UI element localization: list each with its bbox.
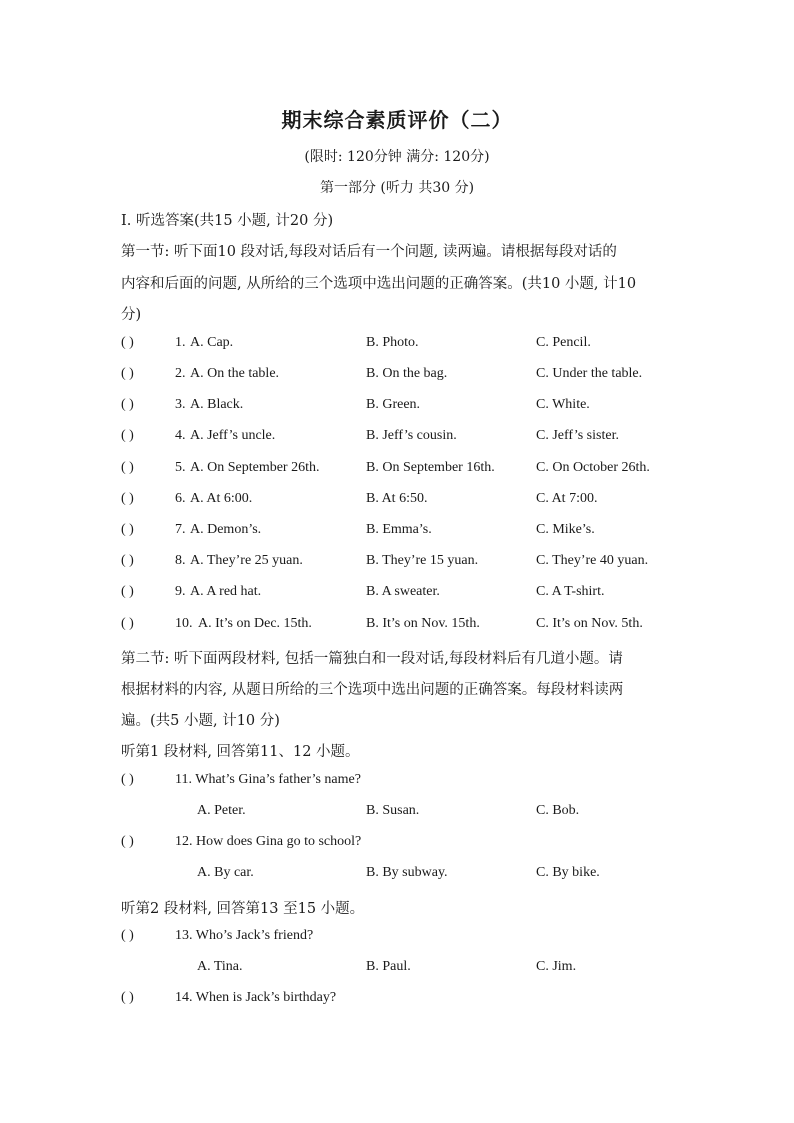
section2-intro-line: 第二节: 听下面两段材料, 包括一篇独白和一段对话,每段材料后有几道小题。请 — [121, 651, 623, 667]
answer-blank[interactable]: ( ) — [121, 616, 134, 631]
option-a: A. Peter. — [197, 803, 246, 818]
option-b: B. By subway. — [366, 865, 448, 880]
question-number: 2. — [175, 366, 186, 381]
question-row — [0, 397, 794, 419]
question-row — [0, 584, 794, 606]
option-c: C. Jim. — [536, 959, 577, 974]
answer-blank[interactable]: ( ) — [121, 928, 134, 943]
answer-blank[interactable]: ( ) — [121, 522, 134, 537]
question-row — [0, 928, 794, 950]
answer-blank[interactable]: ( ) — [121, 990, 134, 1005]
answer-blank[interactable]: ( ) — [121, 397, 134, 412]
option-c: C. At 7:00. — [536, 491, 598, 506]
question-row — [0, 834, 794, 856]
question-row — [0, 366, 794, 388]
option-c: C. Bob. — [536, 803, 580, 818]
option-c: C. On October 26th. — [536, 460, 650, 475]
question-row — [0, 772, 794, 794]
option-a: A. At 6:00. — [190, 491, 253, 506]
option-c: C. It’s on Nov. 5th. — [536, 616, 643, 631]
options-row — [0, 803, 794, 825]
part-heading: 第一部分 (听力 共30 分) — [319, 180, 475, 196]
option-b: B. On the bag. — [366, 366, 448, 381]
section1-heading: I. 听选答案(共15 小题, 计20 分) — [121, 213, 334, 229]
answer-blank[interactable]: ( ) — [121, 335, 134, 350]
option-a: A. On the table. — [190, 366, 280, 381]
option-b: B. At 6:50. — [366, 491, 428, 506]
option-b: B. A sweater. — [366, 584, 440, 599]
option-b: B. They’re 15 yuan. — [366, 553, 479, 568]
option-b: B. Paul. — [366, 959, 411, 974]
question-number: 6. — [175, 491, 186, 506]
question-stem: 14. When is Jack’s birthday? — [175, 990, 337, 1005]
option-b: B. Susan. — [366, 803, 420, 818]
question-row — [0, 990, 794, 1012]
option-a: A. Black. — [190, 397, 244, 412]
question-number: 10. — [175, 616, 193, 631]
option-c: C. Mike’s. — [536, 522, 595, 537]
option-a: A. Tina. — [197, 959, 243, 974]
question-number: 4. — [175, 428, 186, 443]
question-number: 7. — [175, 522, 186, 537]
question-row — [0, 335, 794, 357]
answer-blank[interactable]: ( ) — [121, 772, 134, 787]
option-c: C. They’re 40 yuan. — [536, 553, 649, 568]
section2-intro-line: 根据材料的内容, 从题日所给的三个选项中选出问题的正确答案。每段材料读两 — [121, 682, 624, 698]
question-row — [0, 491, 794, 513]
option-a: A. Jeff’s uncle. — [190, 428, 276, 443]
question-row — [0, 460, 794, 482]
question-row — [0, 522, 794, 544]
section2-intro-line: 遍。(共5 小题, 计10 分) — [121, 713, 280, 729]
answer-blank[interactable]: ( ) — [121, 834, 134, 849]
answer-blank[interactable]: ( ) — [121, 366, 134, 381]
option-a: A. Cap. — [190, 335, 234, 350]
section1-intro-line: 内容和后面的问题, 从所给的三个选项中选出问题的正确答案。(共10 小题, 计10 — [121, 276, 637, 292]
option-b: B. It’s on Nov. 15th. — [366, 616, 480, 631]
option-c: C. By bike. — [536, 865, 600, 880]
option-c: C. Under the table. — [536, 366, 643, 381]
question-number: 3. — [175, 397, 186, 412]
question-stem: 13. Who’s Jack’s friend? — [175, 928, 314, 943]
option-a: A. A red hat. — [190, 584, 262, 599]
question-stem: 11. What’s Gina’s father’s name? — [175, 772, 361, 787]
option-a: A. Demon’s. — [190, 522, 262, 537]
answer-blank[interactable]: ( ) — [121, 584, 134, 599]
question-row — [0, 553, 794, 575]
material1-instruction: 听第1 段材料, 回答第11、12 小题。 — [121, 744, 360, 760]
option-c: C. A T-shirt. — [536, 584, 605, 599]
option-b: B. On September 16th. — [366, 460, 495, 475]
options-row — [0, 865, 794, 887]
answer-blank[interactable]: ( ) — [121, 428, 134, 443]
question-number: 5. — [175, 460, 186, 475]
exam-subtitle: (限时: 120分钟 满分: 120分) — [304, 149, 490, 165]
section1-intro-line: 第一节: 听下面10 段对话,每段对话后有一个问题, 读两遍。请根据每段对话的 — [121, 244, 617, 260]
option-b: B. Emma’s. — [366, 522, 432, 537]
material2-instruction: 听第2 段材料, 回答第13 至15 小题。 — [121, 901, 365, 917]
question-number: 8. — [175, 553, 186, 568]
option-a: A. By car. — [197, 865, 254, 880]
exam-title: 期末综合素质评价（二） — [281, 108, 513, 132]
option-c: C. Jeff’s sister. — [536, 428, 619, 443]
section1-intro-line: 分) — [121, 307, 142, 323]
option-a: A. They’re 25 yuan. — [190, 553, 303, 568]
question-stem: 12. How does Gina go to school? — [175, 834, 362, 849]
answer-blank[interactable]: ( ) — [121, 460, 134, 475]
option-a: A. On September 26th. — [190, 460, 320, 475]
option-b: B. Photo. — [366, 335, 419, 350]
option-b: B. Green. — [366, 397, 421, 412]
question-number: 1. — [175, 335, 186, 350]
answer-blank[interactable]: ( ) — [121, 491, 134, 506]
question-row — [0, 428, 794, 450]
options-row — [0, 959, 794, 981]
option-b: B. Jeff’s cousin. — [366, 428, 457, 443]
option-c: C. Pencil. — [536, 335, 591, 350]
question-row — [0, 616, 794, 638]
answer-blank[interactable]: ( ) — [121, 553, 134, 568]
option-a: A. It’s on Dec. 15th. — [198, 616, 312, 631]
question-number: 9. — [175, 584, 186, 599]
option-c: C. White. — [536, 397, 590, 412]
